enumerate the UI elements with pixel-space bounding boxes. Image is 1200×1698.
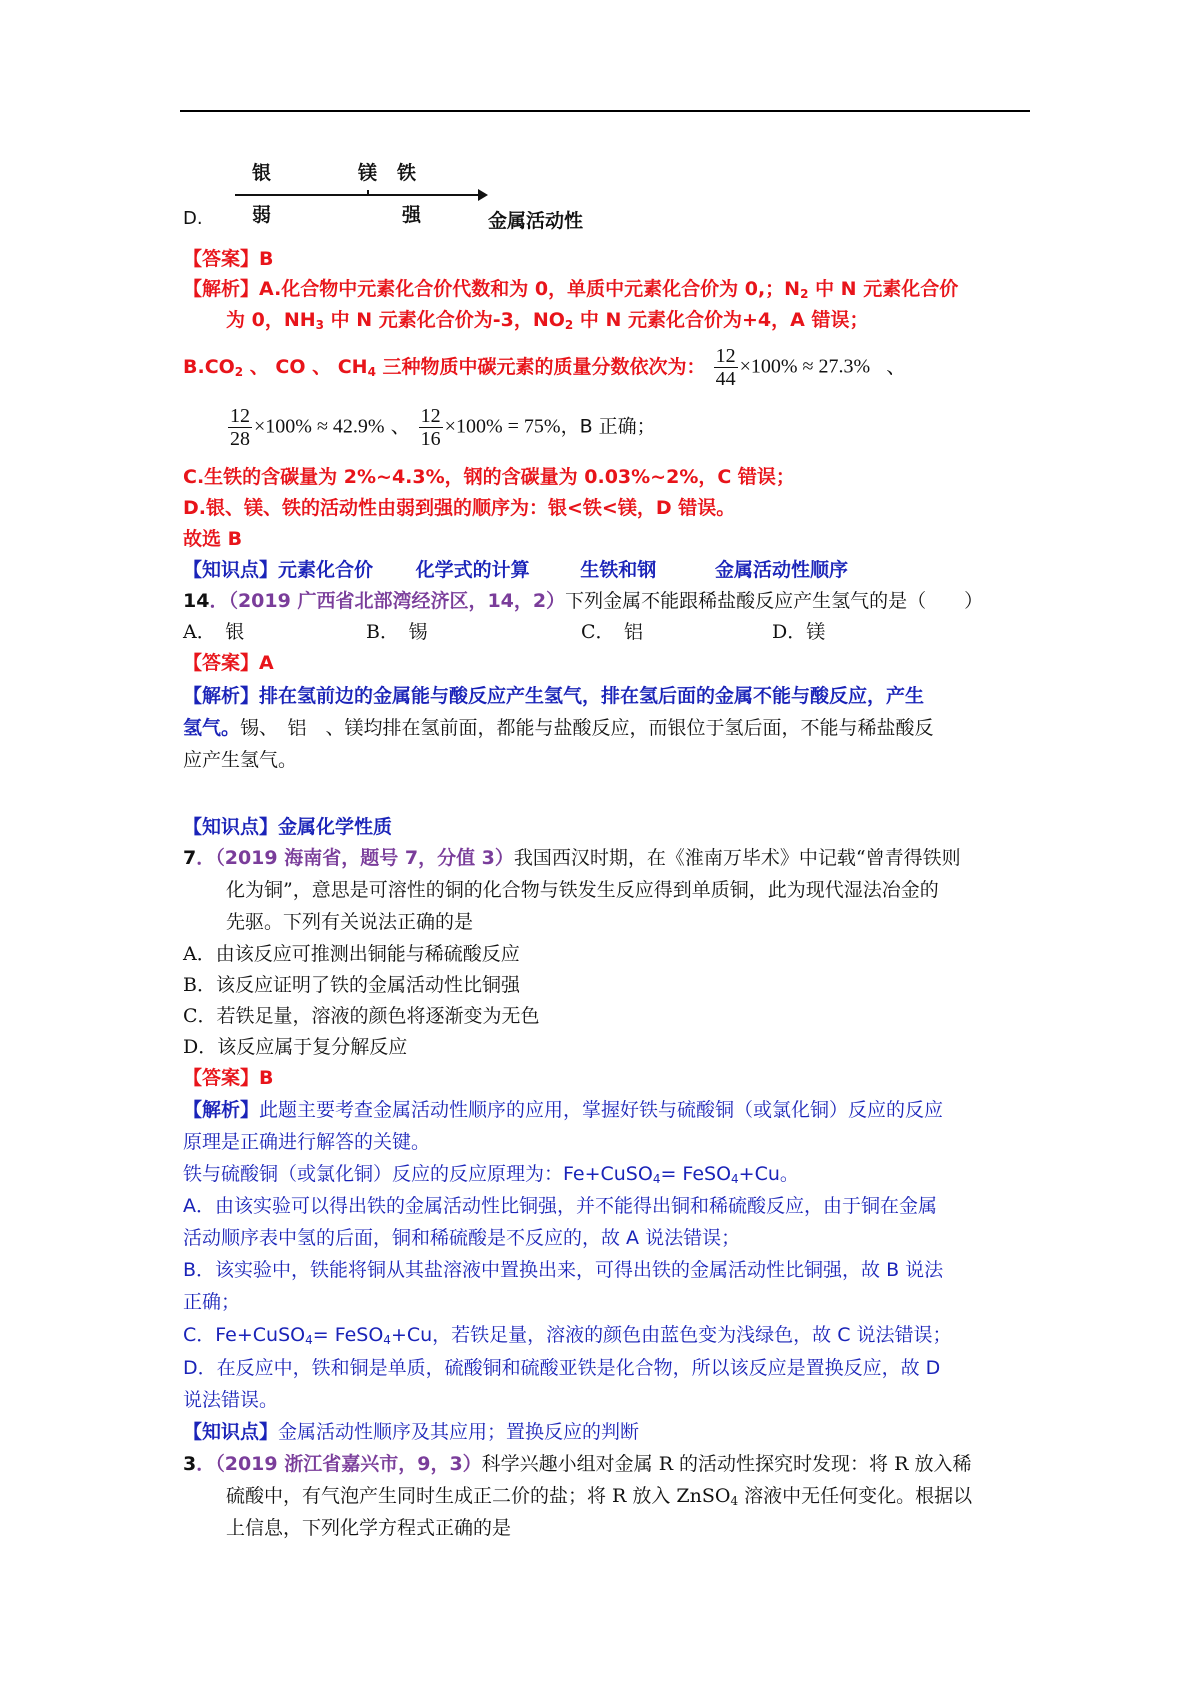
- q7-analysis-a-2: 活动顺序表中氢的后面，铜和稀硫酸是不反应的，故 A 说法错误；: [183, 1227, 741, 1249]
- q14-options: [183, 617, 825, 647]
- q14-analysis-3: 应产生氢气。: [183, 749, 298, 771]
- label-weak: 弱: [252, 204, 272, 226]
- fraction-co2: $\frac{12}{44}$: [715, 345, 736, 390]
- label-strong: 强: [402, 204, 422, 226]
- q14-option-b: B． 锡: [366, 621, 428, 643]
- label-silver: 银: [252, 162, 272, 184]
- q3-stem-3: 上信息，下列化学方程式正确的是: [226, 1517, 512, 1539]
- q13-analysis-c: C.生铁的含碳量为 2%~4.3%，钢的含碳量为 0.03%~2%，C 错误；: [183, 466, 795, 488]
- q14-option-a: A． 银: [183, 621, 245, 643]
- q7-stem-2: 化为铜”，意思是可溶性的铜的化合物与铁发生反应得到单质铜，此为现代湿法冶金的: [226, 879, 939, 901]
- q7-analysis-d-1: D．在反应中，铁和铜是单质，硫酸铜和硫酸亚铁是化合物，所以该反应是置换反应，故 D: [183, 1357, 941, 1379]
- q14-option-d: D．镁: [772, 621, 826, 643]
- fraction-ch4: $\frac{12}{16}$: [420, 405, 441, 450]
- option-label: D.: [183, 208, 203, 229]
- q3-stem-1: 3．（2019 浙江省嘉兴市，9，3）科学兴趣小组对金属 R 的活动性探究时发现：将 R 放入稀: [183, 1453, 972, 1475]
- q14-answer: 【答案】A: [183, 652, 274, 674]
- q14-analysis-2: 氢气。锡、 铝 、镁均排在氢前面，都能与盐酸反应，而银位于氢后面，不能与稀盐酸反: [183, 717, 934, 739]
- q7-knowledge-points: 【知识点】金属活动性顺序及其应用；置换反应的判断: [183, 1421, 640, 1443]
- q7-option-d: D．该反应属于复分解反应: [183, 1036, 408, 1058]
- diagram-caption: 金属活动性: [488, 210, 584, 232]
- q7-analysis-b-1: B．该实验中，铁能将铜从其盐溶液中置换出来，可得出铁的金属活动性比铜强，故 B 说法: [183, 1259, 944, 1281]
- q7-option-b: B．该反应证明了铁的金属活动性比铜强: [183, 974, 520, 996]
- q7-analysis-1: 【解析】此题主要考查金属活动性顺序的应用，掌握好铁与硫酸铜（或氯化铜）反应的反应: [183, 1099, 944, 1121]
- q13-answer: 【答案】B: [183, 248, 274, 270]
- q13-analysis-b-1: $B.CO_2$ 、 CO 、 $CH_4$ 三种物质中碳元素的质量分数依次为： $\frac{12}{44}$ ×100% ≈ 27.3% 、: [183, 345, 907, 390]
- q13-knowledge-points: 【知识点】元素化合价 化学式的计算 生铁和钢 金属活动性顺序: [183, 559, 848, 581]
- q14-stem: 14．（2019 广西省北部湾经济区，14，2）下列金属不能跟稀盐酸反应产生氢气的是（ ）: [183, 590, 984, 612]
- q3-stem-2: 硫酸中，有气泡产生同时生成正二价的盐；将 R 放入 ZnSO$_4$ 溶液中无任何变化。根据以: [226, 1485, 973, 1508]
- q14-option-c: C． 铝: [581, 621, 644, 643]
- q7-option-c: C．若铁足量，溶液的颜色将逐渐变为无色: [183, 1005, 540, 1027]
- header-rule: [180, 110, 1030, 112]
- q7-analysis-a-1: A．由该实验可以得出铁的金属活动性比铜强，并不能得出铜和稀硫酸反应，由于铜在金属: [183, 1195, 937, 1217]
- label-magnesium: 镁: [358, 162, 378, 184]
- q14-analysis-1: 【解析】排在氢前边的金属能与酸反应产生氢气，排在氢后面的金属不能与酸反应，产生: [183, 685, 925, 707]
- q7-principle: 铁与硫酸铜（或氯化铜）反应的反应原理为：Fe+CuSO$_4$= FeSO$_4$+Cu。: [183, 1163, 799, 1186]
- q7-analysis-b-2: 正确；: [183, 1291, 241, 1313]
- q7-analysis-c: C．Fe+CuSO$_4$= FeSO$_4$+Cu，若铁足量，溶液的颜色由蓝色变为浅绿色，故 C 说法错误；: [183, 1324, 952, 1347]
- q13-analysis-b-2: $\frac{12}{28}$ ×100% ≈ 42.9% 、 $\frac{12}{16}$ ×100% = 75%，B 正确；: [230, 405, 656, 450]
- q13-choice: 故选 B: [183, 528, 243, 550]
- q7-stem-1: 7．（2019 海南省，题号 7，分值 3）我国西汉时期，在《淮南万毕术》中记载“曾青得铁则: [183, 847, 961, 869]
- q7-stem-3: 先驱。下列有关说法正确的是: [226, 911, 474, 933]
- label-iron: 铁: [397, 162, 417, 184]
- fraction-co: $\frac{12}{28}$: [230, 405, 250, 450]
- q13-analysis-d: D.银、镁、铁的活动性由弱到强的顺序为：银<铁<镁，D 错误。: [183, 497, 736, 519]
- q13-analysis-a-1: 【解析】A.化合物中元素化合价代数和为 0，单质中元素化合价为 0,；$N_2$ 中 N 元素化合价: [183, 278, 959, 301]
- q14-knowledge-points: 【知识点】金属化学性质: [183, 816, 393, 838]
- q7-option-a: A．由该反应可推测出铜能与稀硫酸反应: [183, 943, 520, 965]
- q7-analysis-d-2: 说法错误。: [183, 1389, 279, 1411]
- q7-answer: 【答案】B: [183, 1067, 274, 1089]
- q7-analysis-2: 原理是正确进行解答的关键。: [183, 1131, 431, 1153]
- q13-analysis-a-2: 为 0，$NH_3$ 中 N 元素化合价为-3，$NO_2$ 中 N 元素化合价为+4，A 错误；: [226, 309, 869, 332]
